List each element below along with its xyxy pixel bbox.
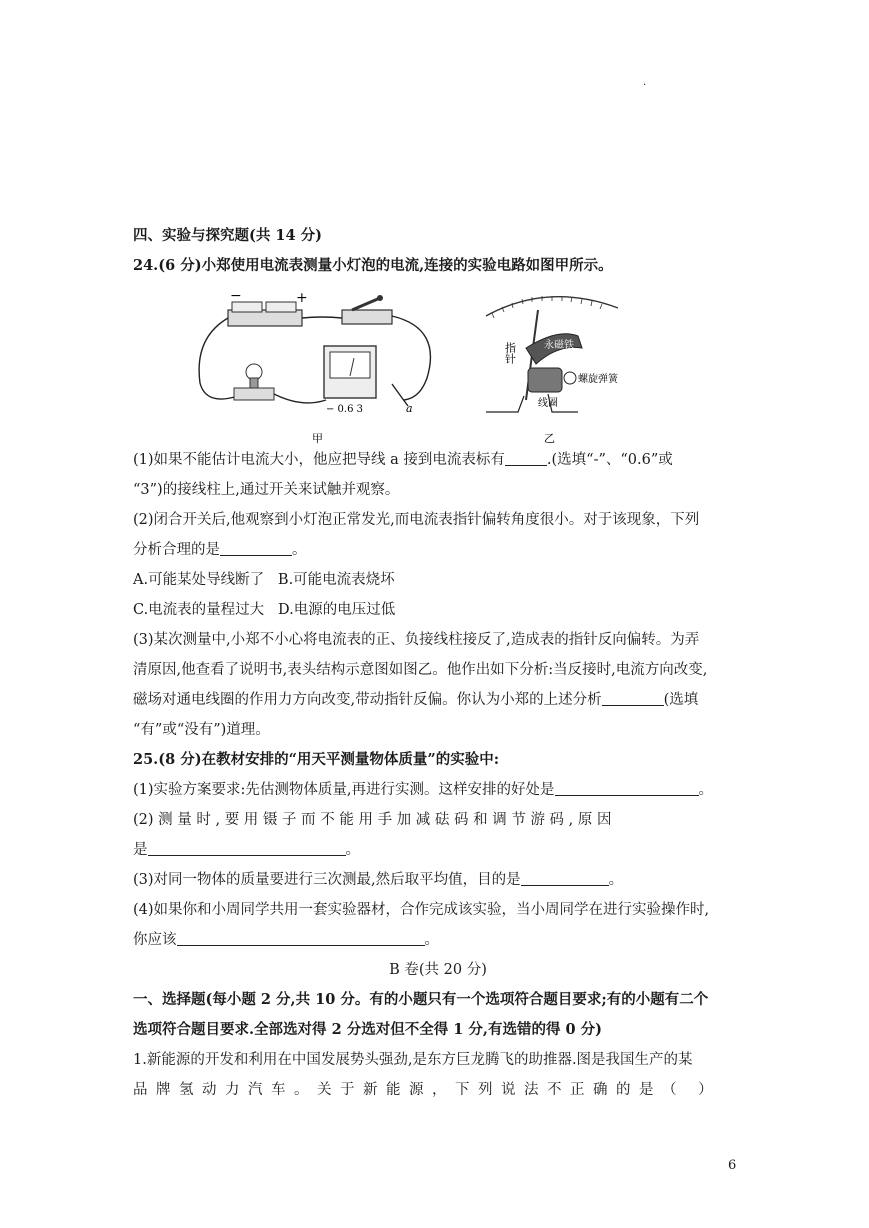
q25-p4-text-b: 你应该	[133, 932, 177, 948]
q24-p1-text-b: .(选填“-”、“0.6”或	[546, 452, 673, 468]
q24-p3-text-c: 磁场对通电线圈的作用力方向改变,带动指针反偏。你认为小郑的上述分析	[133, 692, 602, 708]
wire-a-label: a	[406, 402, 413, 415]
q25-stem-text: 25.(8 分)在教材安排的“用天平测量物体质量”的实验中:	[133, 751, 500, 768]
q25-part4-line2	[133, 930, 743, 950]
figure-yi-label: 乙	[544, 432, 555, 445]
coil-label: 线圈	[538, 398, 558, 409]
q24-part2-line1: (2)闭合开关后,他观察到小灯泡正常发光,而电流表指针偏转角度很小。对于该现象，下列	[133, 512, 700, 528]
part-b-heading-line1: 一、选择题(每小题 2 分,共 10 分。有的小题只有一个选项符合题目要求;有的小题有二个	[133, 991, 709, 1008]
q25-answer-blank-4[interactable]	[177, 931, 425, 946]
q25-part4-line1: (4)如果你和小周同学共用一套实验器材，合作完成该实验，当小周同学在进行实验操作时,	[133, 902, 710, 918]
q25-p2-end: 。	[345, 842, 360, 858]
q24-option-a: A.可能某处导线断了	[133, 572, 265, 588]
q25-part1	[133, 780, 743, 800]
q24-option-c: C.电流表的量程过大	[133, 602, 265, 618]
q25-part2-line2	[133, 840, 743, 860]
part-b-q1-line2: 品牌氢动力汽车。关于新能源，下列说法不正确的是（ ）	[133, 1082, 722, 1098]
q25-answer-blank-3[interactable]	[521, 871, 609, 886]
q24-p1-text-a: (1)如果不能估计电流大小，他应把导线 a 接到电流表标有	[133, 452, 505, 468]
q24-part3-line4: “有”或“没有”)道理。	[133, 722, 270, 738]
q25-part2-line1: (2) 测 量 时 , 要 用 镊 子 而 不 能 用 手 加 减 砝 码 和 调 节 游 码 , 原 因	[133, 812, 612, 828]
q24-part3-line1: (3)某次测量中,小郑不小心将电流表的正、负接线柱接反了,造成表的指针反向偏转。为弄	[133, 632, 700, 648]
q24-part3-line2: 清原因,他查看了说明书,表头结构示意图如图乙。他作出如下分析:当反接时,电流方向改变,	[133, 662, 708, 678]
q25-p3-text: (3)对同一物体的质量要进行三次测最,然后取平均值，目的是	[133, 872, 521, 888]
q25-answer-blank-1[interactable]	[555, 781, 699, 796]
q25-stem	[133, 750, 743, 770]
battery-plus-label: +	[296, 290, 308, 306]
q25-answer-blank-2[interactable]	[148, 841, 346, 856]
battery-minus-label: −	[230, 288, 242, 304]
figure-jia-label: 甲	[312, 432, 323, 445]
circuit-figure-jia	[192, 288, 442, 448]
part-b-heading-line2: 选项符合题目要求.全部选对得 2 分选对但不全得 1 分,有选错的得 0 分)	[133, 1021, 603, 1038]
q24-part3-line3	[133, 690, 743, 710]
page-number: 6	[728, 1158, 737, 1173]
q24-options-row2	[133, 600, 743, 620]
part-b-title: B 卷(共 20 分)	[389, 962, 487, 978]
q24-answer-blank-3[interactable]	[602, 691, 664, 706]
section-heading: 四、实验与探究题(共 14 分)	[133, 227, 322, 244]
spring-label: 螺旋弹簧	[578, 374, 618, 385]
q25-p4-end: 。	[424, 932, 439, 948]
q24-part1-line2: “3”)的接线柱上,通过开关来试触并观察。	[133, 482, 400, 498]
q24-answer-blank-1[interactable]	[505, 451, 547, 466]
q25-p1-text: (1)实验方案要求:先估测物体质量,再进行实测。这样安排的好处是	[133, 782, 555, 798]
top-mark: ·	[643, 80, 647, 91]
q25-part3	[133, 870, 743, 890]
q24-option-b: B.可能电流表烧坏	[277, 572, 395, 588]
pointer-label: 指针	[503, 342, 517, 364]
q24-stem-text: 24.(6 分)小郑使用电流表测量小灯泡的电流,连接的实验电路如图甲所示。	[133, 257, 613, 274]
q24-answer-blank-2[interactable]	[220, 541, 292, 556]
meter-structure-figure-yi	[478, 288, 638, 448]
q24-part2-line2	[133, 540, 743, 560]
q25-p3-end: 。	[608, 872, 624, 888]
magnet-label: 永磁铁	[544, 340, 574, 351]
q25-p1-end: 。	[698, 782, 714, 798]
q24-p2-text-b: 分析合理的是	[133, 542, 220, 558]
part-b-q1-line1: 1.新能源的开发和利用在中国发展势头强劲,是东方巨龙腾飞的助推器.图是我国生产的某	[133, 1052, 693, 1068]
ammeter-terminals: − 0.6 3	[326, 404, 364, 415]
q24-p3-text-d: (选填	[663, 692, 699, 708]
q24-options-row1	[133, 570, 743, 590]
q24-p2-text-c: 。	[292, 542, 307, 558]
q24-part1-line1	[133, 450, 743, 470]
q25-p2-text-b: 是	[133, 842, 148, 858]
q24-stem	[133, 256, 743, 276]
q24-option-d: D.电源的电压过低	[278, 602, 396, 618]
